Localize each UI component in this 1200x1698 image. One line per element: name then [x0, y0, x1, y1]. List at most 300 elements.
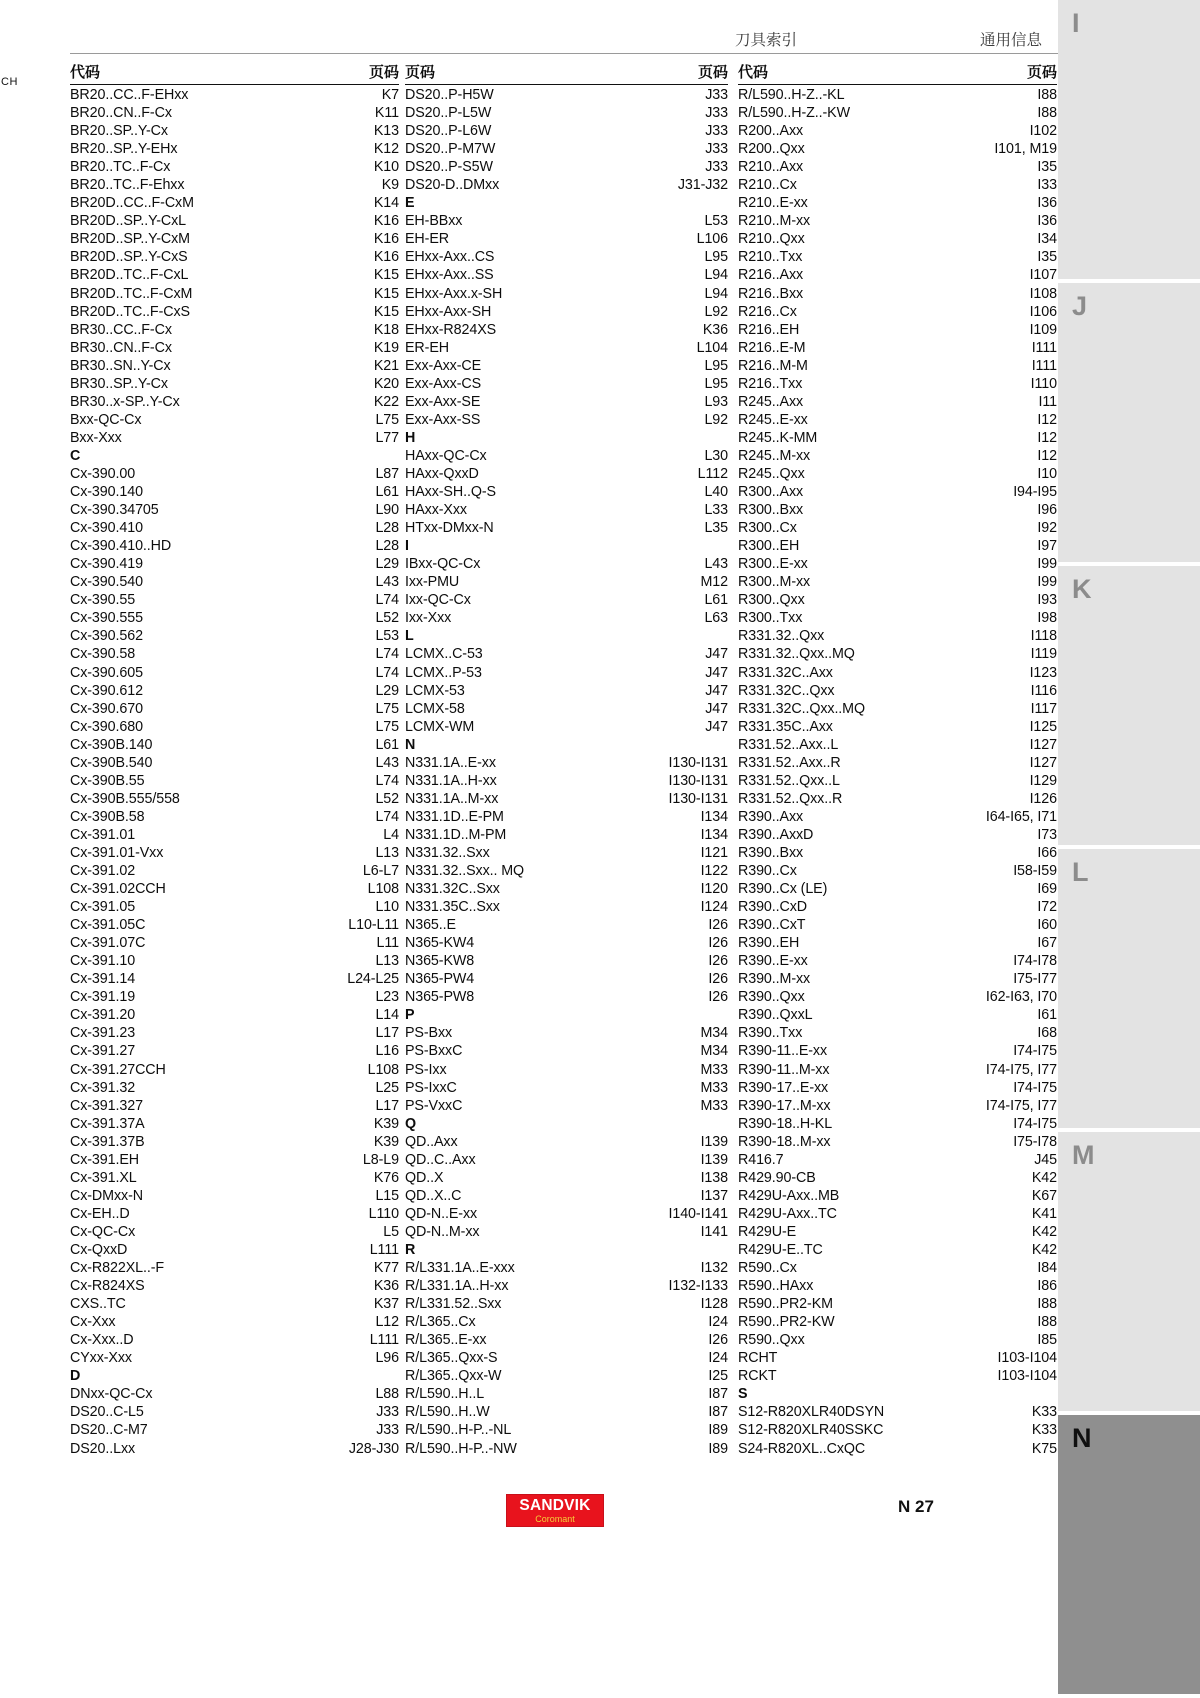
page-folio: N 27	[898, 1497, 934, 1516]
entry-page-ref: K21	[373, 357, 399, 374]
index-entry-row[interactable]	[738, 934, 1057, 952]
index-entry-row[interactable]	[70, 934, 399, 952]
index-entry-row[interactable]	[738, 718, 1057, 736]
index-entry-row[interactable]	[70, 970, 399, 988]
index-entry-row[interactable]	[405, 1205, 728, 1223]
index-entry-row[interactable]	[738, 447, 1057, 465]
entry-page-ref: I26	[708, 971, 728, 988]
index-entry-row[interactable]	[738, 176, 1057, 194]
index-entry-row[interactable]	[70, 880, 399, 898]
index-entry-row[interactable]	[70, 1187, 399, 1205]
index-entry-row[interactable]	[738, 212, 1057, 230]
index-entry-row[interactable]	[70, 808, 399, 826]
entry-code: R331.52..Qxx..R	[738, 790, 843, 807]
index-entry-row[interactable]	[738, 483, 1057, 501]
index-entry-row[interactable]	[405, 1223, 728, 1241]
index-entry-row[interactable]	[70, 537, 399, 555]
index-entry-row[interactable]	[405, 1421, 728, 1439]
entry-code: Cx-390.419	[70, 556, 143, 573]
index-entry-row[interactable]	[70, 1440, 399, 1458]
entry-code: Cx-390B.58	[70, 808, 145, 825]
index-entry-row[interactable]	[70, 1205, 399, 1223]
index-entry-row[interactable]	[405, 1151, 728, 1169]
entry-page-ref: I74-I75	[1013, 1079, 1057, 1096]
index-entry-row[interactable]	[70, 844, 399, 862]
entry-code: EH-ER	[405, 231, 449, 248]
index-entry-row[interactable]	[738, 230, 1057, 248]
index-entry-row[interactable]	[738, 104, 1057, 122]
index-entry-row[interactable]	[70, 826, 399, 844]
index-entry-row[interactable]	[405, 934, 728, 952]
entry-code: R390..Qxx	[738, 989, 805, 1006]
index-entry-row[interactable]	[70, 321, 399, 339]
index-entry-row[interactable]	[405, 1042, 728, 1060]
index-entry-row[interactable]	[70, 1421, 399, 1439]
index-entry-row[interactable]	[738, 1133, 1057, 1151]
index-entry-row[interactable]	[738, 1187, 1057, 1205]
index-entry-row[interactable]	[70, 519, 399, 537]
index-entry-row[interactable]	[405, 501, 728, 519]
index-entry-row[interactable]	[405, 682, 728, 700]
index-entry-row[interactable]	[70, 645, 399, 663]
index-entry-row[interactable]	[405, 609, 728, 627]
index-entry-row[interactable]	[738, 1259, 1057, 1277]
index-entry-row[interactable]	[738, 862, 1057, 880]
index-entry-row[interactable]	[405, 1349, 728, 1367]
entry-code: R/L590..H-Z..-KL	[738, 87, 845, 103]
index-entry-row[interactable]	[738, 393, 1057, 411]
index-entry-row[interactable]	[70, 1241, 399, 1259]
index-entry-row[interactable]	[738, 970, 1057, 988]
entry-page-ref: I75-I77	[1013, 971, 1057, 988]
index-entry-row[interactable]	[70, 393, 399, 411]
index-entry-row[interactable]	[405, 1187, 728, 1205]
entry-code: R390-11..E-xx	[738, 1043, 828, 1060]
index-entry-row[interactable]	[738, 1223, 1057, 1241]
index-entry-row[interactable]	[70, 339, 399, 357]
index-entry-row[interactable]	[70, 1349, 399, 1367]
index-entry-row[interactable]	[738, 1205, 1057, 1223]
index-entry-row[interactable]	[738, 1151, 1057, 1169]
entry-page-ref: K16	[373, 231, 399, 248]
index-entry-row[interactable]	[738, 519, 1057, 537]
index-entry-row[interactable]	[405, 700, 728, 718]
index-entry-row[interactable]	[738, 682, 1057, 700]
entry-code: R390..Cx	[738, 863, 797, 880]
index-entry-row[interactable]	[405, 898, 728, 916]
entry-page-ref: L61	[704, 592, 728, 609]
entry-page-ref: L111	[369, 1332, 399, 1349]
index-entry-row[interactable]	[738, 158, 1057, 176]
index-entry-row[interactable]	[738, 1403, 1057, 1421]
index-entry-row[interactable]	[738, 880, 1057, 898]
index-entry-row[interactable]	[405, 86, 728, 104]
index-entry-row[interactable]	[70, 158, 399, 176]
index-entry-row[interactable]	[405, 285, 728, 303]
index-entry-row[interactable]	[70, 772, 399, 790]
entry-code: EH-BBxx	[405, 213, 463, 230]
index-entry-row[interactable]	[70, 718, 399, 736]
index-entry-row[interactable]	[405, 140, 728, 158]
index-entry-row[interactable]	[70, 86, 399, 104]
entry-page-ref: K18	[373, 321, 399, 338]
index-entry-row[interactable]	[405, 1277, 728, 1295]
index-entry-row[interactable]	[405, 1385, 728, 1403]
index-entry-row[interactable]	[70, 140, 399, 158]
index-entry-row[interactable]	[738, 988, 1057, 1006]
entry-code: Cx-391.02	[70, 863, 136, 880]
index-entry-row[interactable]	[70, 1133, 399, 1151]
entry-code: BR20D..SP..Y-CxS	[70, 249, 188, 266]
index-entry-row[interactable]	[738, 285, 1057, 303]
index-entry-row[interactable]	[70, 591, 399, 609]
index-entry-row[interactable]	[405, 1097, 728, 1115]
index-entry-row[interactable]	[405, 844, 728, 862]
index-entry-row[interactable]	[70, 465, 399, 483]
index-entry-row[interactable]	[70, 682, 399, 700]
index-entry-row[interactable]	[70, 627, 399, 645]
index-entry-row[interactable]	[738, 357, 1057, 375]
entry-page-ref: J33	[705, 141, 728, 158]
section-tab-n[interactable]	[1058, 1415, 1200, 1694]
index-entry-row[interactable]	[738, 609, 1057, 627]
index-entry-row[interactable]	[738, 645, 1057, 663]
index-entry-row[interactable]	[738, 303, 1057, 321]
index-entry-row[interactable]	[405, 375, 728, 393]
section-tab-m[interactable]	[1058, 1132, 1200, 1411]
index-entry-row[interactable]	[405, 988, 728, 1006]
index-entry-row[interactable]	[738, 1421, 1057, 1439]
index-entry-row[interactable]	[738, 826, 1057, 844]
entry-code: BR20..CN..F-Cx	[70, 105, 172, 122]
index-entry-row[interactable]	[738, 1367, 1057, 1385]
index-entry-row[interactable]	[70, 266, 399, 284]
index-entry-row[interactable]	[738, 1006, 1057, 1024]
index-entry-row[interactable]	[738, 808, 1057, 826]
index-entry-row[interactable]	[70, 916, 399, 934]
index-entry-row[interactable]	[738, 1313, 1057, 1331]
index-entry-row[interactable]	[70, 1277, 399, 1295]
index-entry-row[interactable]	[405, 1313, 728, 1331]
entry-code: R210..Axx	[738, 159, 804, 176]
index-entry-row[interactable]	[70, 1403, 399, 1421]
index-entry-row[interactable]	[405, 916, 728, 934]
entry-page-ref: I132	[700, 1260, 728, 1277]
index-entry-row[interactable]	[405, 790, 728, 808]
index-entry-row[interactable]	[405, 1331, 728, 1349]
index-entry-row[interactable]	[405, 1169, 728, 1187]
index-entry-row[interactable]	[70, 1079, 399, 1097]
index-letter-heading	[405, 537, 728, 555]
index-entry-row[interactable]	[405, 1259, 728, 1277]
index-entry-row[interactable]	[738, 1024, 1057, 1042]
index-entry-row[interactable]	[738, 321, 1057, 339]
index-entry-row[interactable]	[70, 609, 399, 627]
index-entry-row[interactable]	[738, 1440, 1057, 1458]
section-tab-i[interactable]	[1058, 0, 1200, 279]
entry-page-ref: L40	[704, 484, 728, 501]
entry-code: R390..CxT	[738, 917, 806, 934]
entry-page-ref: L74	[375, 592, 399, 609]
index-entry-row[interactable]	[738, 86, 1057, 104]
entry-code: DS20..P-L6W	[405, 123, 492, 140]
index-entry-row[interactable]	[405, 321, 728, 339]
index-entry-row[interactable]	[405, 483, 728, 501]
index-entry-row[interactable]	[405, 519, 728, 537]
entry-page-ref: K42	[1031, 1242, 1057, 1258]
index-entry-row[interactable]	[405, 826, 728, 844]
entry-code: Ixx-Xxx	[405, 610, 452, 627]
index-entry-row[interactable]	[70, 1061, 399, 1079]
index-entry-row[interactable]	[70, 1331, 399, 1349]
index-entry-row[interactable]	[70, 230, 399, 248]
entry-code: Cx-Xxx	[70, 1314, 116, 1331]
index-entry-row[interactable]	[738, 1169, 1057, 1187]
entry-code: Cx-391.27CCH	[70, 1061, 166, 1078]
entry-code: R300..Qxx	[738, 592, 805, 609]
index-entry-row[interactable]	[70, 754, 399, 772]
index-entry-row[interactable]	[405, 1295, 728, 1313]
index-entry-row[interactable]	[738, 1295, 1057, 1313]
index-entry-row[interactable]	[405, 970, 728, 988]
entry-page-ref: I87	[708, 1386, 728, 1403]
index-entry-row[interactable]	[70, 411, 399, 429]
entry-page-ref: I11	[1038, 393, 1057, 410]
entry-code: R390-17..E-xx	[738, 1079, 829, 1096]
index-entry-row[interactable]	[405, 1079, 728, 1097]
section-tab-l[interactable]	[1058, 849, 1200, 1128]
index-entry-row[interactable]	[70, 1223, 399, 1241]
index-entry-row[interactable]	[738, 140, 1057, 158]
index-entry-row[interactable]	[738, 916, 1057, 934]
index-entry-row[interactable]	[738, 411, 1057, 429]
index-entry-row[interactable]	[70, 501, 399, 519]
entry-page-ref: L108	[367, 881, 399, 898]
index-entry-row[interactable]	[70, 1042, 399, 1060]
index-entry-row[interactable]	[738, 429, 1057, 447]
index-entry-row[interactable]	[738, 1331, 1057, 1349]
index-entry-row[interactable]	[70, 736, 399, 754]
index-entry-row[interactable]	[70, 248, 399, 266]
index-entry-row[interactable]	[70, 122, 399, 140]
index-entry-row[interactable]	[738, 375, 1057, 393]
index-entry-row[interactable]	[738, 339, 1057, 357]
index-entry-row[interactable]	[405, 664, 728, 682]
entry-page-ref: I12	[1037, 411, 1057, 428]
entry-code: N331.1A..H-xx	[405, 772, 497, 789]
index-entry-row[interactable]	[70, 176, 399, 194]
index-entry-row[interactable]	[405, 465, 728, 483]
index-entry-row[interactable]	[405, 591, 728, 609]
index-entry-row[interactable]	[70, 790, 399, 808]
index-entry-row[interactable]	[738, 736, 1057, 754]
index-entry-row[interactable]	[738, 1241, 1057, 1259]
index-entry-row[interactable]	[738, 573, 1057, 591]
entry-page-ref: L87	[375, 465, 399, 482]
section-tab-j[interactable]	[1058, 283, 1200, 562]
entry-code: Cx-EH..D	[70, 1205, 130, 1222]
entry-code: R210..M-xx	[738, 213, 811, 230]
index-entry-row[interactable]	[405, 303, 728, 321]
index-entry-row[interactable]	[405, 393, 728, 411]
index-entry-row[interactable]	[738, 952, 1057, 970]
index-entry-row[interactable]	[70, 1115, 399, 1133]
index-entry-row[interactable]	[405, 122, 728, 140]
index-entry-row[interactable]	[70, 700, 399, 718]
index-entry-row[interactable]	[405, 1440, 728, 1458]
entry-page-ref: J33	[376, 1422, 399, 1439]
index-entry-row[interactable]	[405, 880, 728, 898]
entry-code: R216..M-M	[738, 357, 808, 374]
entry-code: Bxx-Xxx	[70, 429, 122, 446]
index-entry-row[interactable]	[405, 772, 728, 790]
entry-code: BR20D..SP..Y-CxM	[70, 231, 190, 248]
index-entry-row[interactable]	[70, 1295, 399, 1313]
index-entry-row[interactable]	[738, 591, 1057, 609]
index-entry-row[interactable]	[405, 1024, 728, 1042]
entry-page-ref: M33	[700, 1079, 728, 1096]
entry-code: R216..Cx	[738, 303, 797, 320]
index-entry-row[interactable]	[70, 1385, 399, 1403]
index-entry-row[interactable]	[70, 573, 399, 591]
index-entry-row[interactable]	[738, 844, 1057, 862]
index-entry-row[interactable]	[70, 194, 399, 212]
entry-code: DNxx-QC-Cx	[70, 1386, 153, 1403]
entry-code: R210..Txx	[738, 249, 803, 266]
entry-code: BR20D..SP..Y-CxL	[70, 213, 187, 230]
index-entry-row[interactable]	[70, 1097, 399, 1115]
index-entry-row[interactable]	[738, 465, 1057, 483]
index-entry-row[interactable]	[70, 357, 399, 375]
index-entry-row[interactable]	[405, 952, 728, 970]
entry-code: R/L590..H..W	[405, 1404, 490, 1421]
entry-code: R245..Axx	[738, 393, 804, 410]
index-entry-row[interactable]	[70, 1151, 399, 1169]
index-entry-row[interactable]	[738, 537, 1057, 555]
index-entry-row[interactable]	[405, 339, 728, 357]
index-entry-row[interactable]	[738, 700, 1057, 718]
index-entry-row[interactable]	[738, 266, 1057, 284]
index-entry-row[interactable]	[70, 1259, 399, 1277]
index-entry-row[interactable]	[70, 898, 399, 916]
index-entry-row[interactable]	[405, 645, 728, 663]
index-entry-row[interactable]	[405, 808, 728, 826]
index-entry-row[interactable]	[405, 718, 728, 736]
index-entry-row[interactable]	[738, 555, 1057, 573]
index-entry-row[interactable]	[738, 1115, 1057, 1133]
index-entry-row[interactable]	[738, 754, 1057, 772]
index-entry-row[interactable]	[405, 1367, 728, 1385]
entry-code: Cx-390B.55	[70, 772, 145, 789]
index-entry-row[interactable]	[405, 411, 728, 429]
index-entry-row[interactable]	[738, 790, 1057, 808]
index-entry-row[interactable]	[405, 447, 728, 465]
index-entry-row[interactable]	[738, 248, 1057, 266]
index-entry-row[interactable]	[738, 1097, 1057, 1115]
index-entry-row[interactable]	[738, 627, 1057, 645]
column-header-code-label: 代码	[738, 63, 769, 81]
index-entry-row[interactable]	[70, 1024, 399, 1042]
index-entry-row[interactable]	[70, 303, 399, 321]
entry-page-ref: K75	[1031, 1440, 1057, 1457]
index-entry-row[interactable]	[738, 1042, 1057, 1060]
index-entry-row[interactable]	[70, 212, 399, 230]
index-letter-heading	[405, 1006, 728, 1024]
index-entry-row[interactable]	[405, 104, 728, 122]
entry-page-ref: L104	[696, 339, 728, 356]
section-tab-k[interactable]	[1058, 566, 1200, 845]
index-entry-row[interactable]	[738, 664, 1057, 682]
entry-page-ref: L43	[375, 754, 399, 771]
index-entry-row[interactable]	[70, 862, 399, 880]
index-entry-row[interactable]	[405, 754, 728, 772]
index-entry-row[interactable]	[70, 429, 399, 447]
entry-code: Cx-391.23	[70, 1025, 136, 1042]
index-entry-row[interactable]	[738, 122, 1057, 140]
entry-code: R/L590..H-Z..-KW	[738, 105, 851, 122]
index-entry-row[interactable]	[738, 1079, 1057, 1097]
entry-page-ref: I73	[1037, 826, 1057, 843]
entry-code: Cx-391.327	[70, 1097, 143, 1114]
index-entry-row[interactable]	[405, 573, 728, 591]
index-entry-row[interactable]	[405, 248, 728, 266]
index-entry-row[interactable]	[70, 285, 399, 303]
entry-code: Cx-390.34705	[70, 502, 159, 519]
entry-page-ref: I92	[1037, 520, 1057, 537]
index-entry-row[interactable]	[738, 501, 1057, 519]
entry-code: R331.35C..Axx	[738, 718, 833, 735]
index-letter-heading	[405, 1115, 728, 1133]
index-entry-row[interactable]	[405, 266, 728, 284]
index-entry-row[interactable]	[70, 104, 399, 122]
column-header	[70, 63, 399, 85]
index-entry-row[interactable]	[405, 1061, 728, 1079]
entry-code: R331.32..Qxx	[738, 628, 825, 645]
entry-page-ref: J33	[705, 87, 728, 103]
index-entry-row[interactable]	[738, 1061, 1057, 1079]
letter-heading-label: S	[738, 1386, 748, 1403]
index-entry-row[interactable]	[405, 176, 728, 194]
entry-code: N331.1D..E-PM	[405, 808, 504, 825]
index-entry-row[interactable]	[405, 862, 728, 880]
entry-page-ref: I120	[700, 881, 728, 898]
index-entry-row[interactable]	[738, 194, 1057, 212]
index-entry-row[interactable]	[70, 1006, 399, 1024]
index-entry-row[interactable]	[70, 1313, 399, 1331]
index-entry-row[interactable]	[405, 1133, 728, 1151]
entry-page-ref: I93	[1037, 592, 1057, 609]
index-entry-row[interactable]	[70, 1169, 399, 1187]
index-entry-row[interactable]	[70, 952, 399, 970]
index-entry-row[interactable]	[405, 1403, 728, 1421]
index-entry-row[interactable]	[738, 772, 1057, 790]
index-entry-row[interactable]	[70, 555, 399, 573]
index-entry-row[interactable]	[738, 898, 1057, 916]
index-entry-row[interactable]	[738, 1349, 1057, 1367]
entry-code: Ixx-QC-Cx	[405, 592, 471, 609]
index-entry-row[interactable]	[405, 230, 728, 248]
entry-code: DS20..P-S5W	[405, 159, 493, 176]
index-entry-row[interactable]	[70, 664, 399, 682]
index-entry-row[interactable]	[738, 1277, 1057, 1295]
index-entry-row[interactable]	[405, 212, 728, 230]
index-entry-row[interactable]	[70, 483, 399, 501]
index-entry-row[interactable]	[70, 988, 399, 1006]
index-entry-row[interactable]	[405, 555, 728, 573]
index-entry-row[interactable]	[405, 158, 728, 176]
index-entry-row[interactable]	[405, 357, 728, 375]
index-entry-row[interactable]	[70, 375, 399, 393]
